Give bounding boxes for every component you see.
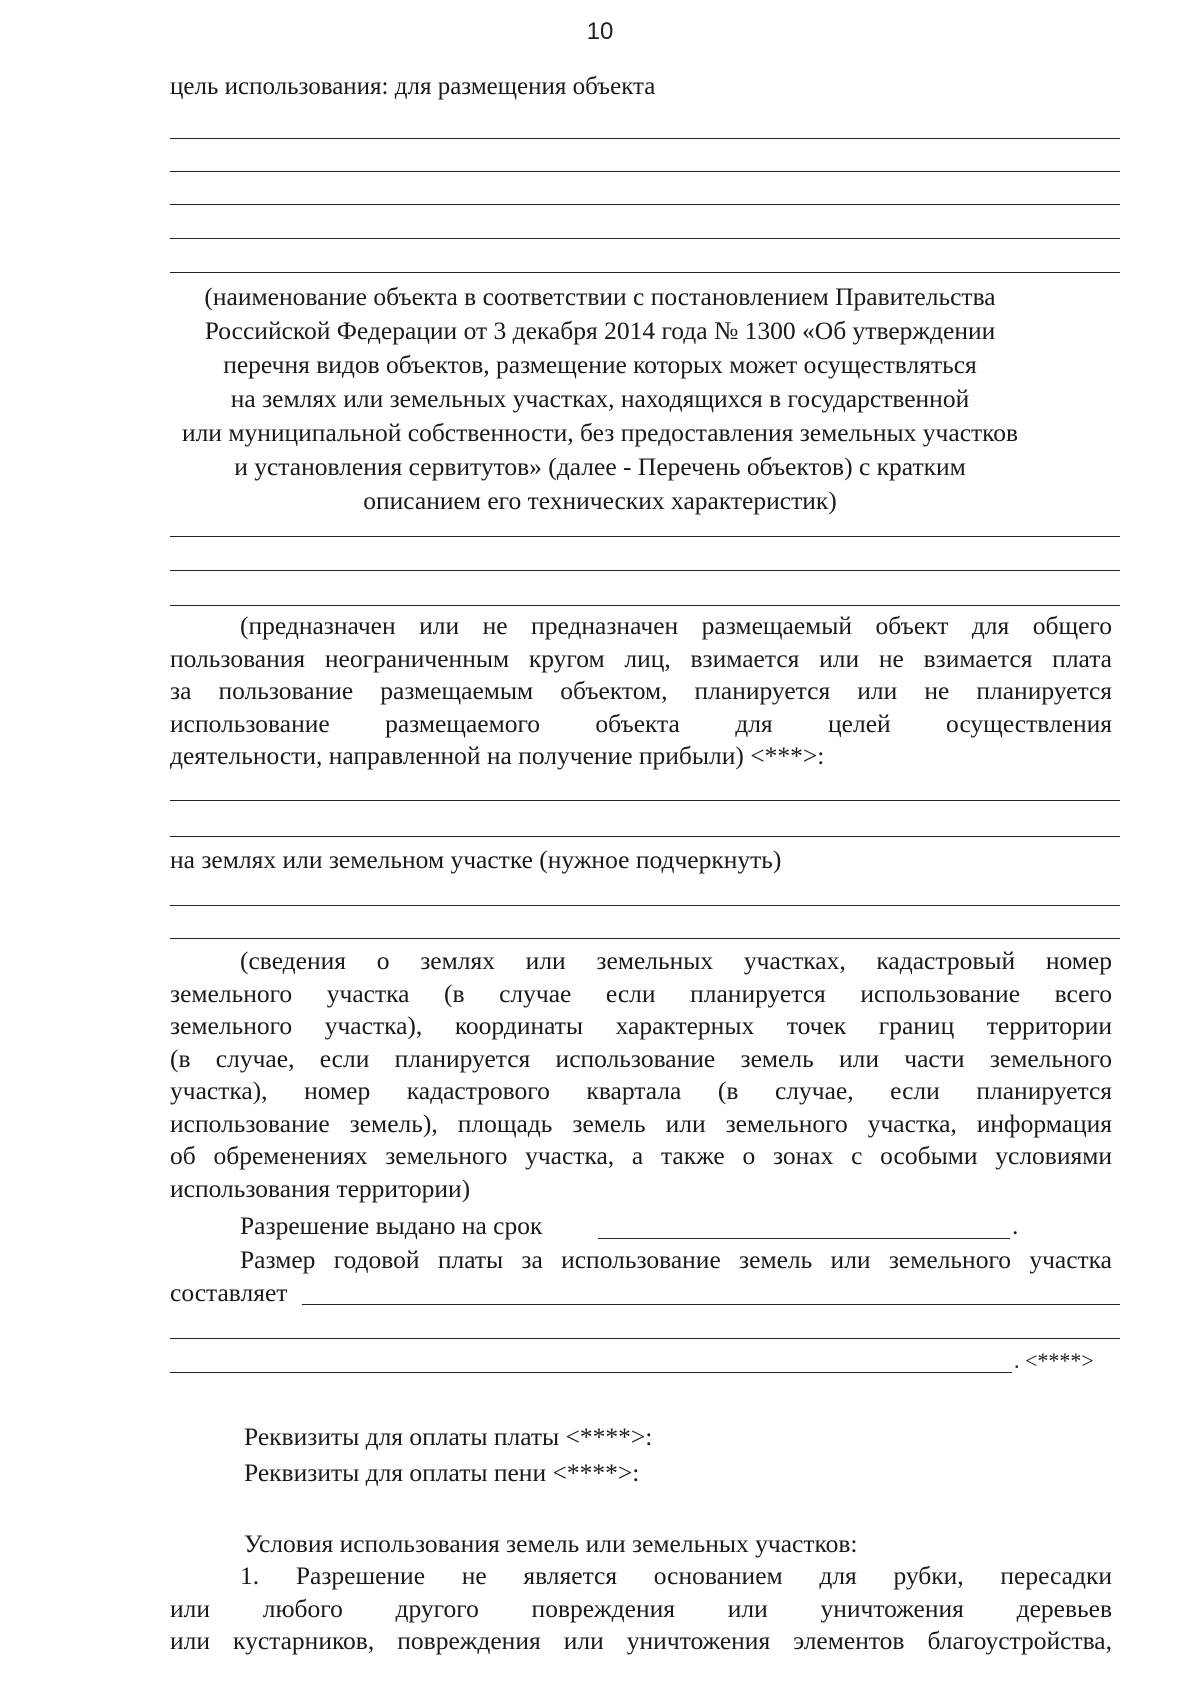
- note-line: использования территории): [170, 1173, 471, 1203]
- object-name-note: [140, 280, 1060, 518]
- note-line: Российской Федерации от 3 декабря 2014 года № 1300 «Об утверждении: [204, 316, 996, 345]
- blank-line: [170, 204, 1120, 205]
- permit-term-end: .: [1012, 1211, 1019, 1240]
- blank-line: [170, 1372, 1012, 1373]
- note-line: перечня видов объектов, размещение которых может осуществляться: [223, 350, 977, 379]
- note-line: земельного участка), координаты характерных точек границ территории: [170, 1011, 1112, 1040]
- condition-line: или кустарников, повреждения или уничтожения элементов благоустройства,: [170, 1626, 1112, 1655]
- annual-fee-blank: [302, 1304, 1120, 1305]
- note-line: (в случае, если планируется использование земель или части земельного: [170, 1043, 1112, 1073]
- note-line: использование размещаемого объекта для целей осуществления: [170, 708, 1112, 738]
- condition-1: [170, 1560, 1112, 1658]
- blank-line: [170, 905, 1120, 906]
- note-line: на землях или земельных участках, находящихся в государственной: [230, 384, 970, 413]
- blank-line: [170, 171, 1120, 172]
- note-line: (предназначен или не предназначен размещаемый объект для общего: [240, 611, 1112, 640]
- note-line: за пользование размещаемым объектом, планируется или не планируется: [170, 676, 1112, 705]
- blank-line: [170, 800, 1120, 801]
- blank-line: [170, 570, 1120, 571]
- note-line: земельного участка (в случае если планируется использование всего: [170, 978, 1112, 1008]
- note-line: пользования неограниченным кругом лиц, взимается или не взимается плата: [170, 643, 1112, 673]
- note-line: (наименование объекта в соответствии с постановлением Правительства: [204, 282, 996, 311]
- note-line: деятельности, направленной на получение прибыли) <***>:: [170, 741, 825, 770]
- note-line: описанием его технических характеристик): [363, 486, 837, 515]
- blank-line: [170, 605, 1120, 606]
- blank-line: [170, 272, 1120, 273]
- note-line: участка), номер кадастрового квартала (в случае, если планируется: [170, 1076, 1112, 1105]
- payment-details: Реквизиты для оплаты платы <****>:: [244, 1422, 653, 1451]
- blank-line: [170, 536, 1120, 537]
- note-line: или муниципальной собственности, без предоставления земельных участков: [181, 418, 1019, 447]
- condition-line: 1. Разрешение не является основанием для рубки, пересадки: [240, 1561, 1112, 1590]
- note-line: и установления сервитутов» (далее - Перечень объектов) с кратким: [234, 452, 966, 481]
- penalty-details: Реквизиты для оплаты пени <****>:: [244, 1458, 640, 1487]
- blank-line: [170, 836, 1120, 837]
- permit-term-label: Разрешение выдано на срок: [240, 1211, 543, 1240]
- condition-line: или любого другого повреждения или уничтожения деревьев: [170, 1593, 1112, 1623]
- blank-line: [170, 1338, 1120, 1339]
- page-number: 10: [586, 18, 614, 45]
- land-info-note: [170, 945, 1112, 1205]
- annual-fee-text: [170, 1244, 1112, 1277]
- permit-term-blank: [598, 1238, 1010, 1239]
- note-line: об обременениях земельного участка, а также о зонах с особыми условиями: [170, 1141, 1112, 1170]
- note-line: использование земель), площадь земель или земельного участка, информация: [170, 1108, 1112, 1138]
- conditions-heading: Условия использования земель или земельных участков:: [244, 1529, 858, 1558]
- purpose-label: цель использования: для размещения объекта: [170, 73, 656, 100]
- annual-fee-label: составляет: [170, 1278, 288, 1307]
- annual-fee-line: Размер годовой платы за использование земель или земельного участка: [240, 1245, 1112, 1274]
- note-line: (сведения о землях или земельных участках, кадастровый номер: [240, 946, 1112, 975]
- blank-line: [170, 238, 1120, 239]
- blank-line: [170, 138, 1120, 139]
- blank-line: [170, 938, 1120, 939]
- annual-fee-footnote: . <****>: [1014, 1348, 1094, 1373]
- land-label: на землях или земельном участке (нужное подчеркнуть): [170, 845, 782, 874]
- public-use-note: [170, 610, 1112, 773]
